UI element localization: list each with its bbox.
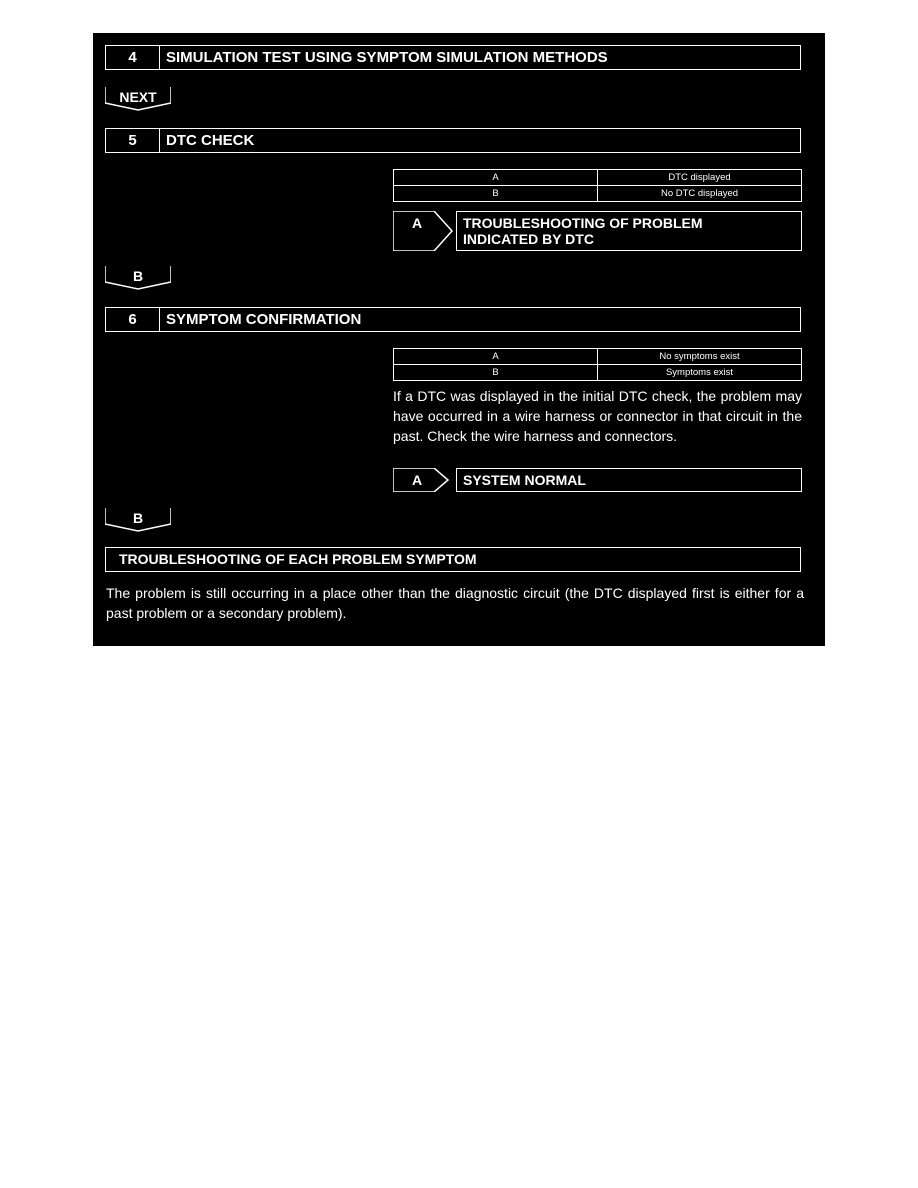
diagnostic-flowchart-panel [93, 33, 825, 646]
result-key-b: B [394, 186, 598, 202]
system-normal-label: SYSTEM NORMAL [463, 472, 586, 488]
step-4-number: 4 [106, 46, 160, 69]
b-branch-button-1[interactable] [105, 266, 171, 290]
symptom-confirmation-note: If a DTC was displayed in the initial DTC check, the problem may have occurred in a wire harness or connector in that circuit in the past. Check the wire harness and connectors. [393, 388, 802, 444]
next-label: NEXT [119, 89, 157, 105]
dtc-check-result-table [393, 169, 802, 202]
dtc-outcome-a-key: A [411, 215, 423, 231]
result-value-b: No DTC displayed [598, 186, 802, 202]
symptom-outcome-a-box [456, 468, 802, 492]
dtc-outcome-a-line1: TROUBLESHOOTING OF PROBLEM [463, 215, 703, 231]
dtc-outcome-a-box [456, 211, 802, 251]
step-6-number: 6 [106, 308, 160, 331]
symptom-confirmation-result-table [393, 348, 802, 381]
result-key-a: A [394, 349, 598, 365]
result-key-a: A [394, 170, 598, 186]
result-value-a: DTC displayed [598, 170, 802, 186]
b-branch-button-2[interactable] [105, 508, 171, 532]
table-row [394, 349, 802, 365]
step-6-header [105, 307, 801, 332]
b-label-1: B [132, 268, 144, 284]
step-5-header [105, 128, 801, 153]
step-5-number: 5 [106, 129, 160, 152]
result-value-a: No symptoms exist [598, 349, 802, 365]
final-note: The problem is still occurring in a place other than the diagnostic circuit (the DTC displayed first is either for a past problem or a secondary problem). [106, 585, 804, 621]
dtc-outcome-a-line2: INDICATED BY DTC [463, 231, 594, 247]
table-row [394, 365, 802, 381]
result-value-b: Symptoms exist [598, 365, 802, 381]
symptom-outcome-a-key: A [411, 472, 423, 488]
step-4-header [105, 45, 801, 70]
symptom-outcome-a-arrow[interactable] [393, 468, 453, 492]
next-button[interactable] [105, 87, 171, 111]
dtc-outcome-a-arrow[interactable] [393, 211, 453, 251]
b-label-2: B [132, 510, 144, 526]
step-5-title: DTC CHECK [166, 132, 255, 149]
step-6-title: SYMPTOM CONFIRMATION [166, 311, 362, 328]
result-key-b: B [394, 365, 598, 381]
step-4-title: SIMULATION TEST USING SYMPTOM SIMULATION METHODS [166, 49, 608, 66]
table-row [394, 186, 802, 202]
final-troubleshooting-box: TROUBLESHOOTING OF EACH PROBLEM SYMPTOM [105, 547, 801, 572]
table-row [394, 170, 802, 186]
